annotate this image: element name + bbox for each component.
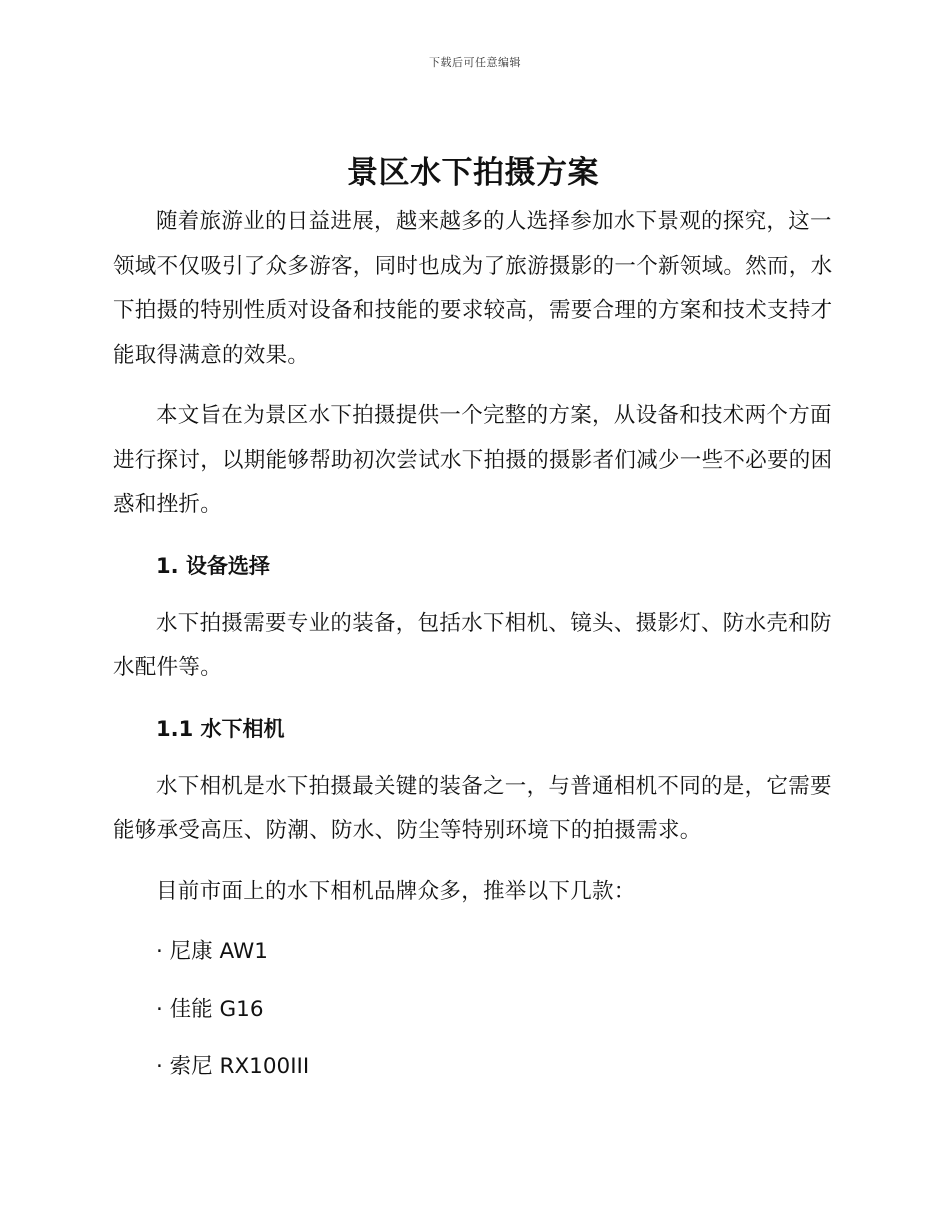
list-item: · 佳能 G16 — [156, 996, 264, 1022]
intro-paragraph: 随着旅游业的日益进展，越来越多的人选择参加水下景观的探究，这一领域不仅吸引了众多游客，同时也成为了旅游摄影的一个新领域。然而，水下拍摄的特别性质对设备和技能的要求较高，需要合理的方案和技术支持才能取得满意的效果。 — [113, 209, 833, 368]
purpose-paragraph: 本文旨在为景区水下拍摄提供一个完整的方案，从设备和技术两个方面进行探讨，以期能够帮助初次尝试水下拍摄的摄影者们减少一些不必要的困惑和挫折。 — [113, 403, 833, 517]
document-title: 景区水下拍摄方案 — [347, 155, 599, 191]
section-heading-camera: 1.1 水下相机 — [156, 716, 285, 741]
section-heading-equipment: 1. 设备选择 — [156, 553, 270, 578]
document-content — [113, 150, 833, 1103]
list-item: · 索尼 RX100III — [156, 1054, 310, 1079]
equipment-paragraph: 水下拍摄需要专业的装备，包括水下相机、镜头、摄影灯、防水壳和防水配件等。 — [113, 610, 832, 680]
brands-paragraph: 目前市面上的水下相机品牌众多，推举以下几款： — [156, 878, 636, 904]
header-note: 下载后可任意编辑 — [429, 56, 521, 69]
camera-paragraph: 水下相机是水下拍摄最关键的装备之一，与普通相机不同的是，它需要能够承受高压、防潮、防水、防尘等特别环境下的拍摄需求。 — [113, 773, 832, 843]
list-item: · 尼康 AW1 — [156, 939, 268, 964]
